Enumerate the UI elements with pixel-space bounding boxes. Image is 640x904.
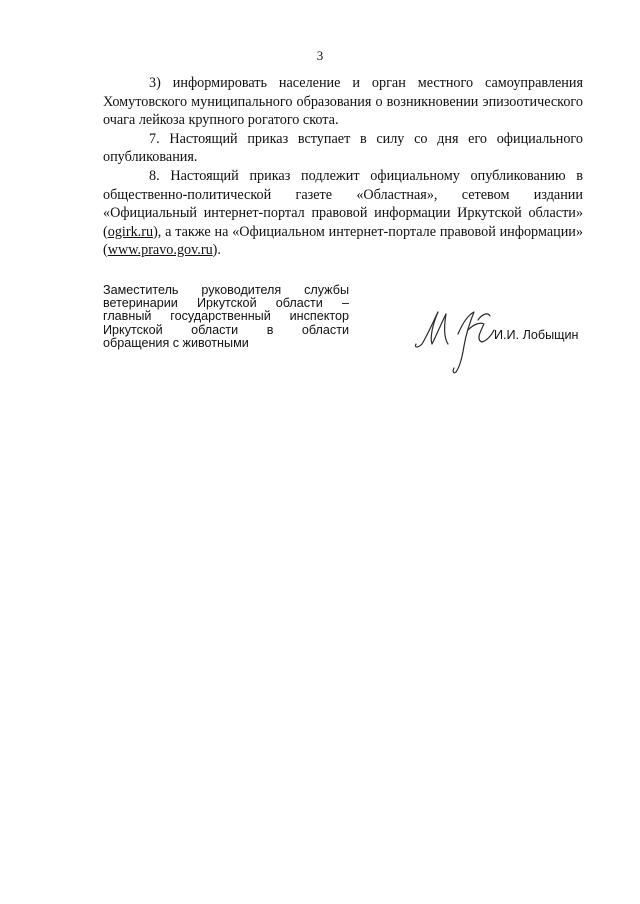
paragraph-8-text-2: ), а также на «Официальном интернет-портале правовой информации» (	[103, 223, 583, 259]
position-line-1: Заместитель руководителя службы	[103, 283, 349, 297]
paragraph-8	[103, 167, 583, 260]
position-line-3: главный государственный инспектор	[103, 309, 349, 324]
signatory-position	[103, 284, 349, 350]
signer-name: И.И. Лобыщин	[494, 328, 579, 342]
ogirk-link[interactable]: ogirk.ru	[107, 223, 154, 240]
paragraph-8-text-3: ).	[212, 242, 221, 259]
paragraph-item-3: 3) информировать население и орган местного самоуправления Хомутовского муниципального образования о возникновении эпизоотического очага лейкоза крупного рогатого скота.	[103, 75, 583, 129]
paragraph-8-text-1: 8. Настоящий приказ подлежит официальному опубликованию в общественно-политической газете «Областная», сетевом издании «Официальный интернет-портал правовой информации Иркутской области» (	[103, 167, 583, 240]
position-line-5: обращения с животными	[103, 335, 249, 350]
document-body	[103, 74, 583, 260]
page-number: 3	[316, 48, 324, 63]
pravo-link[interactable]: www.pravo.gov.ru	[107, 242, 213, 259]
position-line-2: ветеринарии Иркутской области –	[103, 296, 349, 311]
position-line-4: Иркутской области в области	[103, 322, 349, 337]
paragraph-7: 7. Настоящий приказ вступает в силу со дня его официального опубликования.	[103, 130, 583, 166]
